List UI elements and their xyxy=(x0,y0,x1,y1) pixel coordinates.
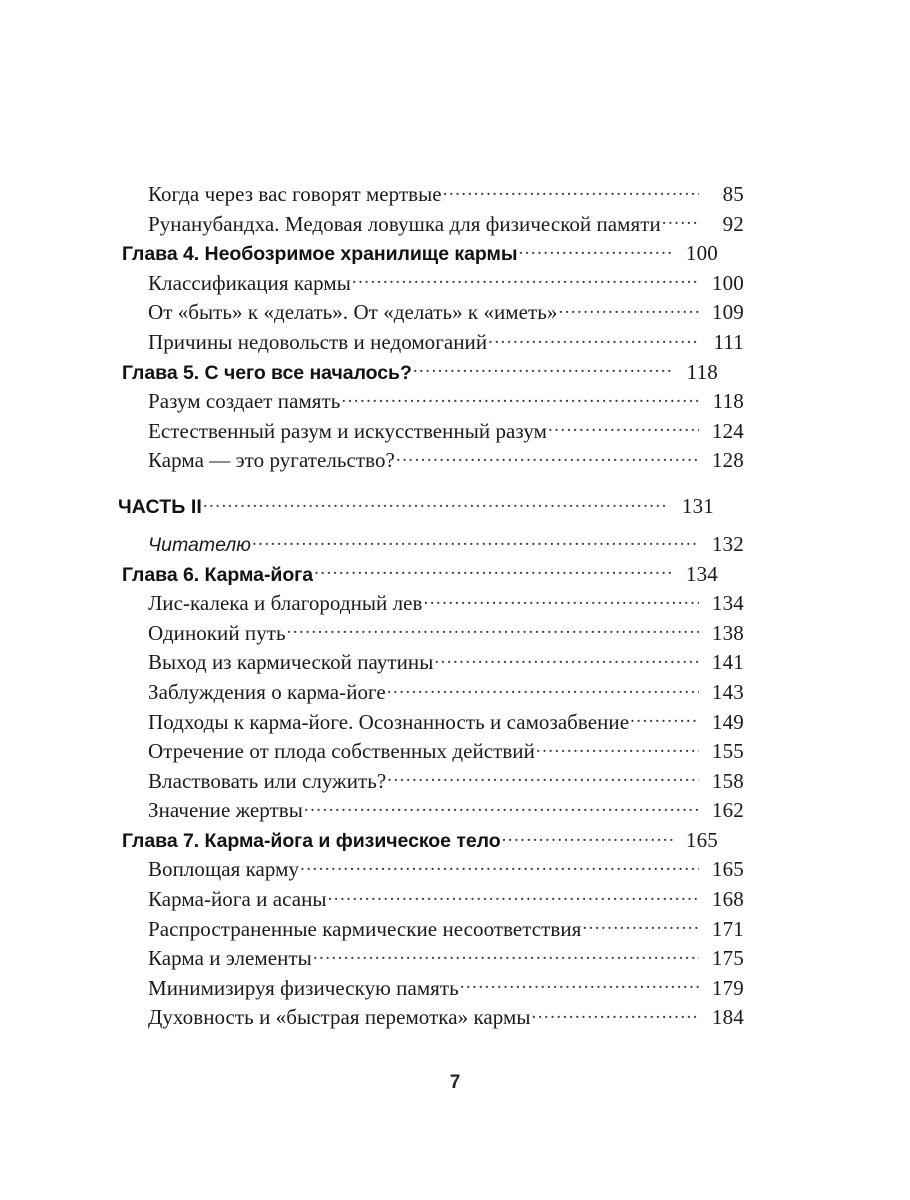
toc-entry-page-number: 118 xyxy=(686,359,718,384)
toc-entry-entry[interactable] xyxy=(148,650,744,680)
toc-entry-title: Минимизируя физическую память xyxy=(148,975,459,1000)
toc-entry-title: Карма — это ругательство? xyxy=(148,448,395,473)
toc-entry-page-number: 100 xyxy=(685,241,718,266)
toc-entry-entry[interactable] xyxy=(148,448,744,478)
toc-entry-title: Лис-калека и благородный лев xyxy=(148,591,423,616)
toc-dot-leader xyxy=(313,949,699,965)
toc-entry-title: Распространенные кармические несоответствия xyxy=(148,916,582,941)
toc-entry-page-number: 162 xyxy=(711,798,744,823)
toc-entry-page-number: 143 xyxy=(711,679,744,704)
toc-entry-italic[interactable] xyxy=(148,532,744,562)
toc-entry-page-number: 134 xyxy=(685,561,718,586)
toc-dot-leader xyxy=(252,535,699,551)
toc-dot-leader xyxy=(558,303,699,319)
table-of-contents xyxy=(118,182,744,1035)
toc-entry-entry[interactable] xyxy=(148,419,744,449)
toc-entry-entry[interactable] xyxy=(148,798,744,828)
toc-entry-entry[interactable] xyxy=(148,739,744,769)
toc-dot-leader xyxy=(518,244,673,260)
toc-entry-page-number: 111 xyxy=(713,329,744,354)
toc-entry-title: Глава 7. Карма-йога и физическое тело xyxy=(122,829,501,852)
toc-entry-page-number: 184 xyxy=(711,1005,744,1030)
toc-entry-page-number: 124 xyxy=(711,418,744,443)
toc-entry-entry[interactable] xyxy=(148,330,744,360)
toc-entry-page-number: 168 xyxy=(711,887,744,912)
toc-dot-leader xyxy=(304,801,699,817)
toc-entry-title: Воплощая карму xyxy=(148,857,300,882)
toc-entry-entry[interactable] xyxy=(148,300,744,330)
toc-dot-leader xyxy=(548,422,699,438)
toc-dot-leader xyxy=(300,860,699,876)
toc-dot-leader xyxy=(341,392,699,408)
toc-entry-entry[interactable] xyxy=(148,389,744,419)
toc-entry-entry[interactable] xyxy=(148,1005,744,1035)
toc-entry-entry[interactable] xyxy=(148,212,744,242)
toc-dot-leader xyxy=(387,772,699,788)
toc-entry-part[interactable] xyxy=(118,494,714,528)
toc-entry-page-number: 165 xyxy=(685,827,718,852)
toc-entry-page-number: 138 xyxy=(711,620,744,645)
toc-entry-title: Значение жертвы xyxy=(148,798,303,823)
toc-entry-entry[interactable] xyxy=(148,621,744,651)
toc-dot-leader xyxy=(424,594,699,610)
toc-entry-entry[interactable] xyxy=(148,182,744,212)
toc-dot-leader xyxy=(328,890,699,906)
toc-entry-title: Отречение от плода собственных действий xyxy=(148,739,535,764)
toc-dot-leader xyxy=(502,831,673,847)
toc-entry-title: Духовность и «быстрая перемотка» кармы xyxy=(148,1005,531,1030)
toc-entry-title: Причины недовольств и недомоганий xyxy=(148,329,488,354)
toc-entry-title: Разум создает память xyxy=(148,389,341,414)
toc-entry-page-number: 100 xyxy=(711,270,744,295)
toc-entry-title: Подходы к карма-йоге. Осознанность и самозабвение xyxy=(148,709,630,734)
toc-entry-title: Когда через вас говорят мертвые xyxy=(148,182,442,206)
toc-dot-leader xyxy=(287,624,699,640)
toc-entry-page-number: 141 xyxy=(711,650,744,675)
page-number: 7 xyxy=(449,1072,461,1093)
toc-entry-chapter[interactable] xyxy=(122,562,718,592)
toc-entry-title: Глава 4. Необозримое хранилище кармы xyxy=(122,243,518,266)
toc-entry-title: Читателю xyxy=(148,533,251,556)
toc-entry-page-number: 109 xyxy=(711,300,744,325)
toc-dot-leader xyxy=(434,653,699,669)
toc-dot-leader xyxy=(532,1008,699,1024)
toc-entry-page-number: 175 xyxy=(711,946,744,971)
toc-entry-entry[interactable] xyxy=(148,857,744,887)
toc-dot-leader xyxy=(413,363,673,379)
toc-dot-leader xyxy=(203,497,669,513)
toc-entry-page-number: 171 xyxy=(711,916,744,941)
toc-entry-page-number: 92 xyxy=(722,211,744,236)
toc-entry-page-number: 131 xyxy=(681,493,714,518)
toc-entry-entry[interactable] xyxy=(148,946,744,976)
toc-entry-page-number: 158 xyxy=(711,768,744,793)
toc-entry-title: Одинокий путь xyxy=(148,620,286,645)
toc-entry-page-number: 179 xyxy=(711,975,744,1000)
toc-entry-entry[interactable] xyxy=(148,976,744,1006)
toc-entry-title: Карма и элементы xyxy=(148,946,312,971)
toc-dot-leader xyxy=(662,215,699,231)
toc-dot-leader xyxy=(396,451,699,467)
toc-entry-title: Естественный разум и искусственный разум xyxy=(148,418,547,443)
toc-entry-entry[interactable] xyxy=(148,591,744,621)
toc-entry-chapter[interactable] xyxy=(122,241,718,271)
toc-entry-page-number: 128 xyxy=(711,448,744,473)
toc-entry-page-number: 149 xyxy=(711,709,744,734)
toc-entry-page-number: 132 xyxy=(711,531,744,556)
toc-dot-leader xyxy=(536,742,699,758)
toc-entry-page-number: 118 xyxy=(712,389,744,414)
toc-entry-chapter[interactable] xyxy=(122,360,718,390)
toc-entry-page-number: 85 xyxy=(722,182,744,206)
toc-entry-title: Глава 6. Карма-йога xyxy=(122,563,314,586)
toc-entry-title: Рунанубандха. Медовая ловушка для физической памяти xyxy=(148,211,661,236)
toc-dot-leader xyxy=(630,713,699,729)
toc-entry-entry[interactable] xyxy=(148,887,744,917)
toc-entry-chapter[interactable] xyxy=(122,828,718,858)
toc-dot-leader xyxy=(352,274,699,290)
toc-entry-title: Карма-йога и асаны xyxy=(148,887,327,912)
toc-entry-title: Глава 5. С чего все началось? xyxy=(122,361,412,384)
toc-dot-leader xyxy=(582,920,699,936)
toc-entry-page-number: 134 xyxy=(711,591,744,616)
toc-dot-leader xyxy=(314,565,673,581)
toc-dot-leader xyxy=(443,185,699,201)
toc-entry-entry[interactable] xyxy=(148,769,744,799)
toc-entry-entry[interactable] xyxy=(148,917,744,947)
toc-entry-title: Классификация кармы xyxy=(148,270,351,295)
toc-entry-entry[interactable] xyxy=(148,710,744,740)
toc-entry-page-number: 165 xyxy=(711,857,744,882)
toc-entry-title: Выход из кармической паутины xyxy=(148,650,434,675)
toc-dot-leader xyxy=(460,979,699,995)
toc-dot-leader xyxy=(387,683,699,699)
toc-entry-page-number: 155 xyxy=(711,739,744,764)
toc-entry-title: Заблуждения о карма-йоге xyxy=(148,679,386,704)
toc-entry-title: От «быть» к «делать». От «делать» к «иметь» xyxy=(148,300,558,325)
toc-dot-leader xyxy=(488,333,699,349)
toc-entry-entry[interactable] xyxy=(148,271,744,301)
toc-entry-title: Властвовать или служить? xyxy=(148,768,387,793)
toc-entry-title: ЧАСТЬ II xyxy=(118,495,202,518)
toc-entry-entry[interactable] xyxy=(148,680,744,710)
